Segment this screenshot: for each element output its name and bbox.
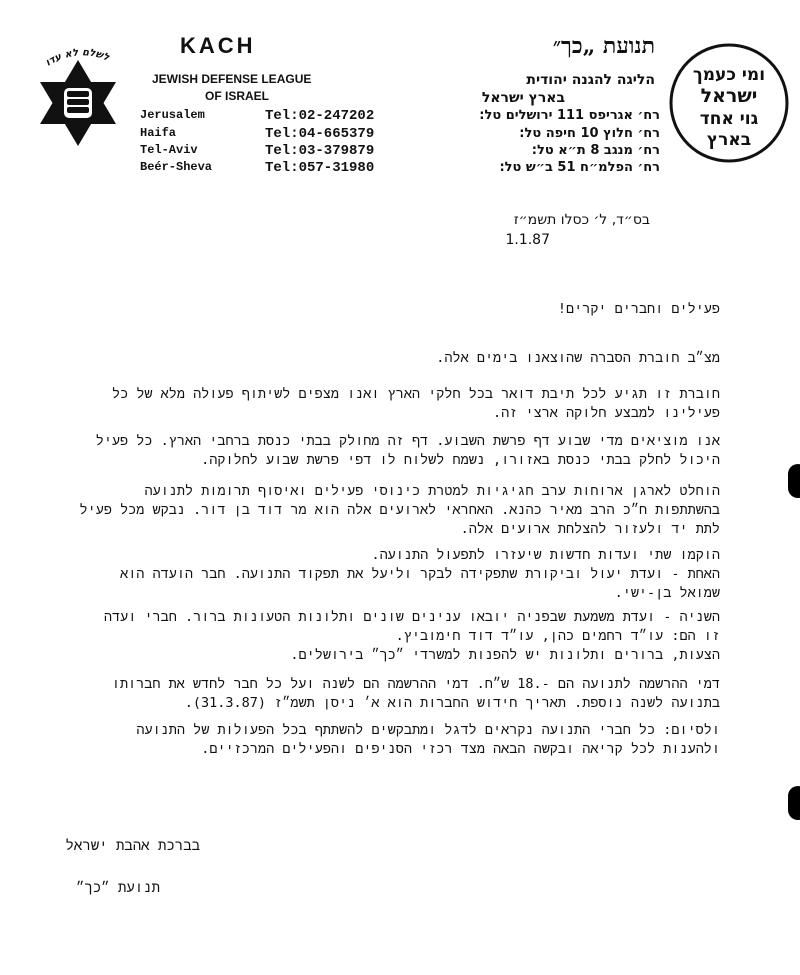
text-line: הוחלט לארגן ארוחות ערב חגיגיות למטרת כינוסי פעילים ואיסוף תרומות לתנועה (144, 483, 720, 499)
salutation: פעילים וחברים יקרים! (557, 301, 720, 317)
paragraph-7 (60, 675, 720, 713)
paragraph-8 (60, 721, 720, 759)
kach-fist-star-logo (28, 42, 128, 152)
office-tel: Tel:03-379879 (265, 143, 375, 159)
text-line: דמי ההרשמה לתנועה הם -.18 ש״ח. דמי ההרשמה הם לשנה ועל כל חבר לחדש את חברותו (111, 676, 720, 692)
org-subtitle-hebrew-2: בארץ ישראל (481, 90, 565, 106)
office-row-tel-aviv (140, 143, 660, 161)
text-line: ולסיום: כל חברי התנועה נקראים לדגל ומתבקשים להשתתף בכל הפעולות של התנועה (136, 722, 720, 738)
text-line: זו הם: עו״ד רחמים כהן, עו״ד דוד חימוביץ. (395, 628, 720, 644)
office-tel: Tel:02-247202 (265, 108, 375, 124)
logo-motto: לשלם לא עדו (43, 47, 111, 69)
text-line: הצעות, ברורים ותלונות יש להפנות למשרדי ״כך״ בירושלים. (290, 647, 720, 663)
text-line: היכול לחלק בבתי כנסת באזורו, נשמח לשלוח לו דפי פרשת שבוע לחלוקה. (201, 452, 720, 468)
org-name-english: KACH (180, 33, 256, 58)
text-line: ולהענות לכל קריאה ובקשה הבאה מצד רכזי הסניפים והפעילים המרכזיים. (201, 741, 720, 757)
office-address: רח׳ מנגב 8 ת״א טל: (531, 143, 660, 158)
office-row-beer-sheva (140, 160, 660, 178)
org-subtitle-hebrew-1: הליגה להגנה יהודית (526, 72, 655, 88)
org-subtitle-english-1: JEWISH DEFENSE LEAGUE (152, 72, 312, 86)
seal-line-2: ישראל (700, 85, 758, 107)
office-tel: Tel:057-31980 (265, 160, 375, 176)
punch-hole (788, 464, 800, 498)
seal-line-4: בארץ (706, 130, 752, 150)
text-line: לתת יד ולעזור להצלחת ארועים אלה. (460, 521, 720, 537)
paragraph-6 (60, 608, 720, 665)
office-city: Tel-Aviv (140, 143, 198, 157)
text-line: בהשתתפות ח״כ הרב מאיר כהנא. האחראי לארועים אלה הוא מר דוד בן דור. נבקש מכל פעיל (79, 502, 720, 518)
org-name-hebrew: תנועת „כך״ (552, 33, 655, 59)
text-line: השניה - ועדת משמעת שבפניה יובאו ענינים שונים ותלונות הטעונות ברור. חברי ועדה (103, 609, 720, 625)
paragraph-4 (60, 482, 720, 539)
office-address: רח׳ הפלמ״ח 51 ב״ש טל: (499, 160, 660, 175)
seal-line-1: ומי כעמך (692, 65, 766, 85)
paragraph-3 (60, 432, 720, 470)
office-address: רח׳ חלוץ 10 חיפה טל: (519, 126, 660, 141)
circular-seal (668, 42, 790, 164)
office-row-haifa (140, 126, 660, 144)
text-line: האחת - ועדת יעול וביקורת שתפקידה לבקר וליעל את תפקוד התנועה. חבר הועדה הוא (120, 566, 720, 582)
date-hebrew: בס״ד, ל׳ כסלו תשמ״ז (513, 212, 650, 228)
office-city: Haifa (140, 126, 177, 140)
text-line: חוברת זו תגיע לכל תיבת דואר בכל חלקי הארץ ואנו מצפים לשיתוף פעולה מלא של כל (112, 386, 720, 402)
text-line: הוקמו שתי ועדות חדשות שיעזרו לתפעול התנועה. (371, 547, 720, 563)
closing-greeting: בברכת אהבת ישראל (65, 838, 200, 854)
date-gregorian: 1.1.87 (505, 232, 550, 248)
seal-line-3: גוי אחד (699, 109, 759, 129)
paragraph-1: מצ״ב חוברת הסברה שהוצאנו בימים אלה. (436, 350, 720, 366)
signature: תנועת ״כך״ (75, 880, 160, 896)
paragraph-5 (60, 546, 720, 603)
text-line: בתנועה לשנה נוספת. תאריך חידוש החברות הוא א׳ ניסן תשמ״ז (31.3.87). (184, 695, 720, 711)
office-tel: Tel:04-665379 (265, 126, 375, 142)
text-line: פעילינו למבצע חלוקה ארצי זה. (493, 405, 720, 421)
office-city: Jerusalem (140, 108, 205, 122)
office-row-jerusalem (140, 108, 660, 126)
text-line: שמואל בן-ישי. (614, 585, 720, 601)
office-city: Beér-Sheva (140, 160, 213, 174)
punch-hole (788, 786, 800, 820)
office-address: רח׳ אגריפס 111 ירושלים טל: (479, 108, 660, 123)
paragraph-2 (60, 385, 720, 423)
org-subtitle-english-2: OF ISRAEL (205, 89, 270, 103)
text-line: אנו מוציאים מדי שבוע דף פרשת השבוע. דף זה מחולק בבתי כנסת ברחבי הארץ. כל פעיל (95, 433, 720, 449)
